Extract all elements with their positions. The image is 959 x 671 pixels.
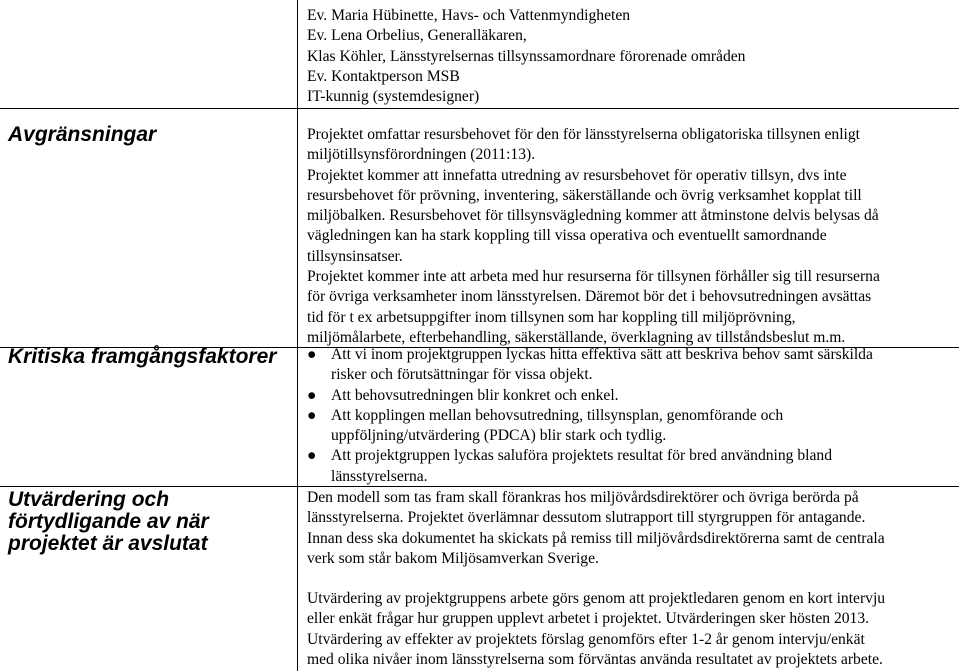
- text-line: Projektet omfattar resursbehovet för den för länsstyrelserna obligatoriska tillsynen enligt: [307, 126, 860, 143]
- utvardering-text: [307, 488, 952, 670]
- list-item-text: Att vi inom projektgruppen lyckas hitta effektiva sätt att beskriva behov samt särskilda: [331, 346, 873, 363]
- text-line: Projektet kommer inte att arbeta med hur resurserna för tillsynen förhåller sig till resurserna: [307, 268, 880, 286]
- list-item: [307, 345, 952, 386]
- bullet-icon: ●: [307, 447, 317, 465]
- text-line: miljöbalken. Resursbehovet för tillsynsvägledning kommer att åtminstone delvis belysas då: [307, 207, 879, 225]
- list-item-text: Att kopplingen mellan behovsutredning, tillsynsplan, genomförande och: [331, 406, 784, 424]
- participant-line: Ev. Lena Orbelius, Generalläkaren,: [307, 27, 527, 45]
- text-line: tid för t ex arbetsuppgifter inom tillsynen som har koppling till miljöprövning,: [307, 308, 796, 326]
- text-line: tillsynsinsatser.: [307, 247, 403, 265]
- heading-line: Utvärdering och: [8, 488, 170, 511]
- participant-line: Ev. Maria Hübinette, Havs- och Vattenmyndigheten: [307, 7, 631, 24]
- text-line: Projektet kommer att innefatta utredning av resursbehovet för operativ tillsyn, dvs inte: [307, 166, 847, 184]
- avgransningar-text: [307, 125, 952, 348]
- participant-line: Ev. Kontaktperson MSB: [307, 67, 460, 85]
- list-item: [307, 386, 952, 406]
- kritiska-heading: Kritiska framgångsfaktorer: [8, 345, 277, 368]
- heading-line: projektet är avslutat: [8, 532, 208, 555]
- text-line: för övriga verksamheter inom länsstyrelsen. Däremot bör det i behovsutredningen avsättas: [307, 288, 872, 306]
- text-line: Utvärdering av projektgruppens arbete görs genom att projektledaren genom en kort intervju: [307, 590, 886, 608]
- column-divider: [297, 0, 298, 671]
- participant-line: Klas Köhler, Länsstyrelsernas tillsynssamordnare förorenade områden: [307, 47, 746, 65]
- bullet-icon: ●: [307, 386, 317, 404]
- text-line: verk som står bakom Miljösamverkan Sverige.: [307, 549, 599, 567]
- bullet-icon: ●: [307, 406, 317, 424]
- list-item-text: länsstyrelserna.: [331, 467, 428, 485]
- participants-list: [307, 6, 952, 107]
- text-line: miljötillsynsförordningen (2011:13).: [307, 146, 536, 164]
- kritiska-list: [307, 345, 952, 487]
- bullet-icon: ●: [307, 346, 317, 363]
- text-line: miljömålarbete, efterbehandling, säkerställande, överklagning av tillståndsbeslut m.m.: [307, 328, 846, 346]
- row-divider-top: [0, 108, 959, 109]
- text-line: eller enkät frågar hur gruppen upplevt arbetet i projektet. Utvärderingen sker hösten 2013.: [307, 610, 870, 628]
- text-line: Innan dess ska dokumentet ha skickats på remiss till miljövårdsdirektörerna samt de centrala: [307, 529, 885, 547]
- list-item: [307, 406, 952, 447]
- avgransningar-heading: Avgränsningar: [8, 123, 157, 146]
- list-item-text: Att projektgruppen lyckas saluföra projektets resultat för bred användning bland: [331, 447, 833, 465]
- participant-line: IT-kunnig (systemdesigner): [307, 88, 480, 106]
- list-item-text: Att behovsutredningen blir konkret och enkel.: [331, 386, 619, 404]
- text-line: vägledningen kan ha stark koppling till vissa operativa och eventuellt samordnande: [307, 227, 827, 245]
- heading-line: förtydligande av när: [8, 510, 209, 533]
- text-line: Den modell som tas fram skall förankras hos miljövårdsdirektörer och övriga berörda på: [307, 489, 859, 506]
- list-item-text: uppföljning/utvärdering (PDCA) blir stark och tydlig.: [331, 427, 667, 445]
- list-item-text: risker och förutsättningar för vissa objekt.: [331, 366, 593, 384]
- text-line: Utvärdering av effekter av projektets förslag genomförs efter 1-2 år genom intervju/enkät: [307, 630, 865, 648]
- text-line: med olika nivåer inom länsstyrelserna som förväntas använda resultatet av projektets arbete.: [307, 651, 883, 669]
- utvardering-heading: [8, 489, 293, 555]
- text-line: resursbehovet för prövning, inventering, säkerställande och övrig verksamhet kopplat till: [307, 186, 862, 204]
- text-line: länsstyrelserna. Projektet överlämnar dessutom slutrapport till styrgruppen för antagande.: [307, 509, 866, 527]
- list-item: [307, 446, 952, 487]
